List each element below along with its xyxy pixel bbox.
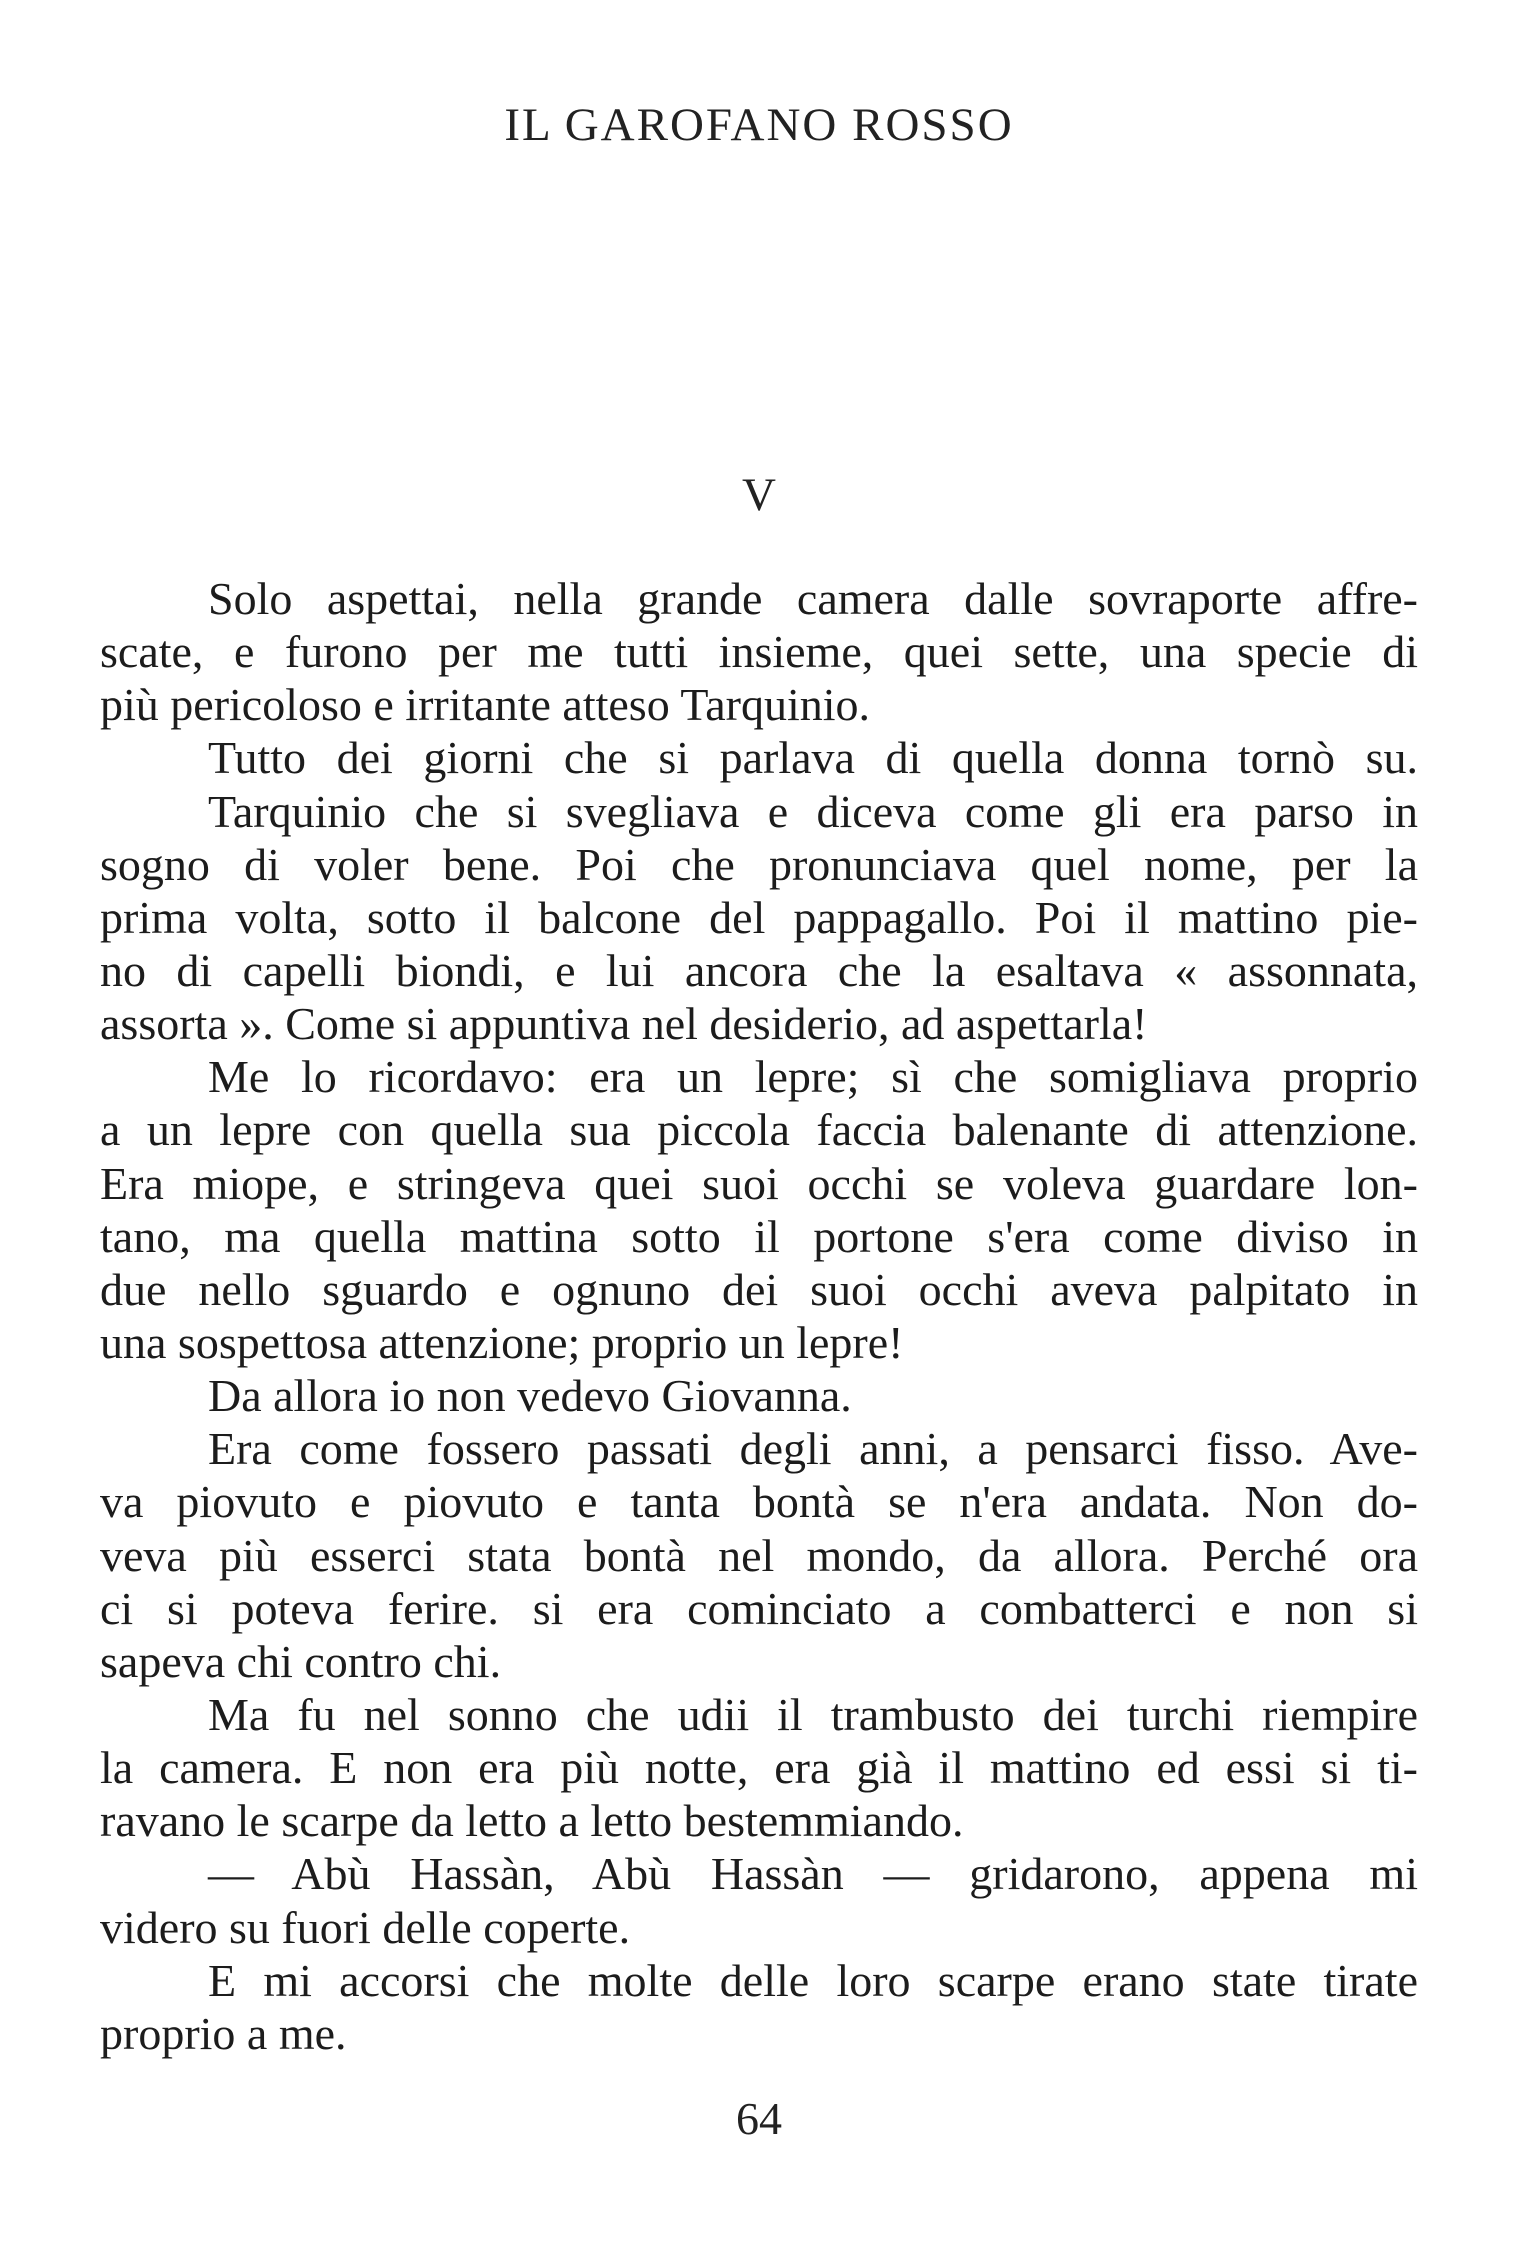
text-line: — Abù Hassàn, Abù Hassàn — gridarono, appena mi	[208, 1848, 1418, 1900]
text-line: Ma fu nel sonno che udii il trambusto dei turchi riempire	[208, 1688, 1418, 1740]
text-line: più pericoloso e irritante atteso Tarquinio.	[100, 679, 871, 731]
text-line: sapeva chi contro chi.	[100, 1635, 502, 1687]
text-line: va piovuto e piovuto e tanta bontà se n'era andata. Non do-	[100, 1476, 1418, 1528]
text-line: videro su fuori delle coperte.	[100, 1901, 631, 1953]
page-number: 64	[736, 2093, 782, 2144]
text-line: Solo aspettai, nella grande camera dalle sovraporte affre-	[208, 573, 1418, 624]
text-line: Tutto dei giorni che si parlava di quella donna tornò su.	[208, 732, 1418, 784]
text-line: no di capelli biondi, e lui ancora che la esaltava « assonnata,	[100, 944, 1418, 996]
text-line: tano, ma quella mattina sotto il portone s'era come diviso in	[100, 1210, 1418, 1262]
text-line: una sospettosa attenzione; proprio un lepre!	[100, 1316, 904, 1368]
text-line: Da allora io non vedevo Giovanna.	[208, 1370, 852, 1422]
text-line: scate, e furono per me tutti insieme, quei sette, una specie di	[100, 626, 1418, 678]
chapter-number: V	[742, 469, 776, 521]
text-line: Tarquinio che si svegliava e diceva come gli era parso in	[208, 785, 1418, 837]
text-line: proprio a me.	[100, 2007, 347, 2059]
text-line: prima volta, sotto il balcone del pappagallo. Poi il mattino pie-	[100, 891, 1418, 943]
text-line: veva più esserci stata bontà nel mondo, da allora. Perché ora	[100, 1529, 1418, 1581]
text-line: sogno di voler bene. Poi che pronunciava quel nome, per la	[100, 838, 1418, 890]
text-line: la camera. E non era più notte, era già il mattino ed essi si ti-	[100, 1742, 1418, 1794]
text-line: a un lepre con quella sua piccola faccia balenante di attenzione.	[100, 1104, 1418, 1156]
text-line: due nello sguardo e ognuno dei suoi occhi aveva palpitato in	[100, 1263, 1418, 1315]
body-text	[100, 572, 1418, 2060]
text-line: Era miope, e stringeva quei suoi occhi se voleva guardare lon-	[100, 1157, 1418, 1209]
text-line: assorta ». Come si appuntiva nel desiderio, ad aspettarla!	[100, 998, 1148, 1050]
text-line: ci si poteva ferire. si era cominciato a combatterci e non si	[100, 1582, 1418, 1634]
text-line: E mi accorsi che molte delle loro scarpe erano state tirate	[208, 1954, 1418, 2006]
running-title: IL GAROFANO ROSSO	[504, 99, 1014, 151]
text-line: ravano le scarpe da letto a letto bestemmiando.	[100, 1795, 964, 1847]
text-line: Era come fossero passati degli anni, a pensarci fisso. Ave-	[208, 1423, 1418, 1475]
text-line: Me lo ricordavo: era un lepre; sì che somigliava proprio	[208, 1051, 1418, 1103]
